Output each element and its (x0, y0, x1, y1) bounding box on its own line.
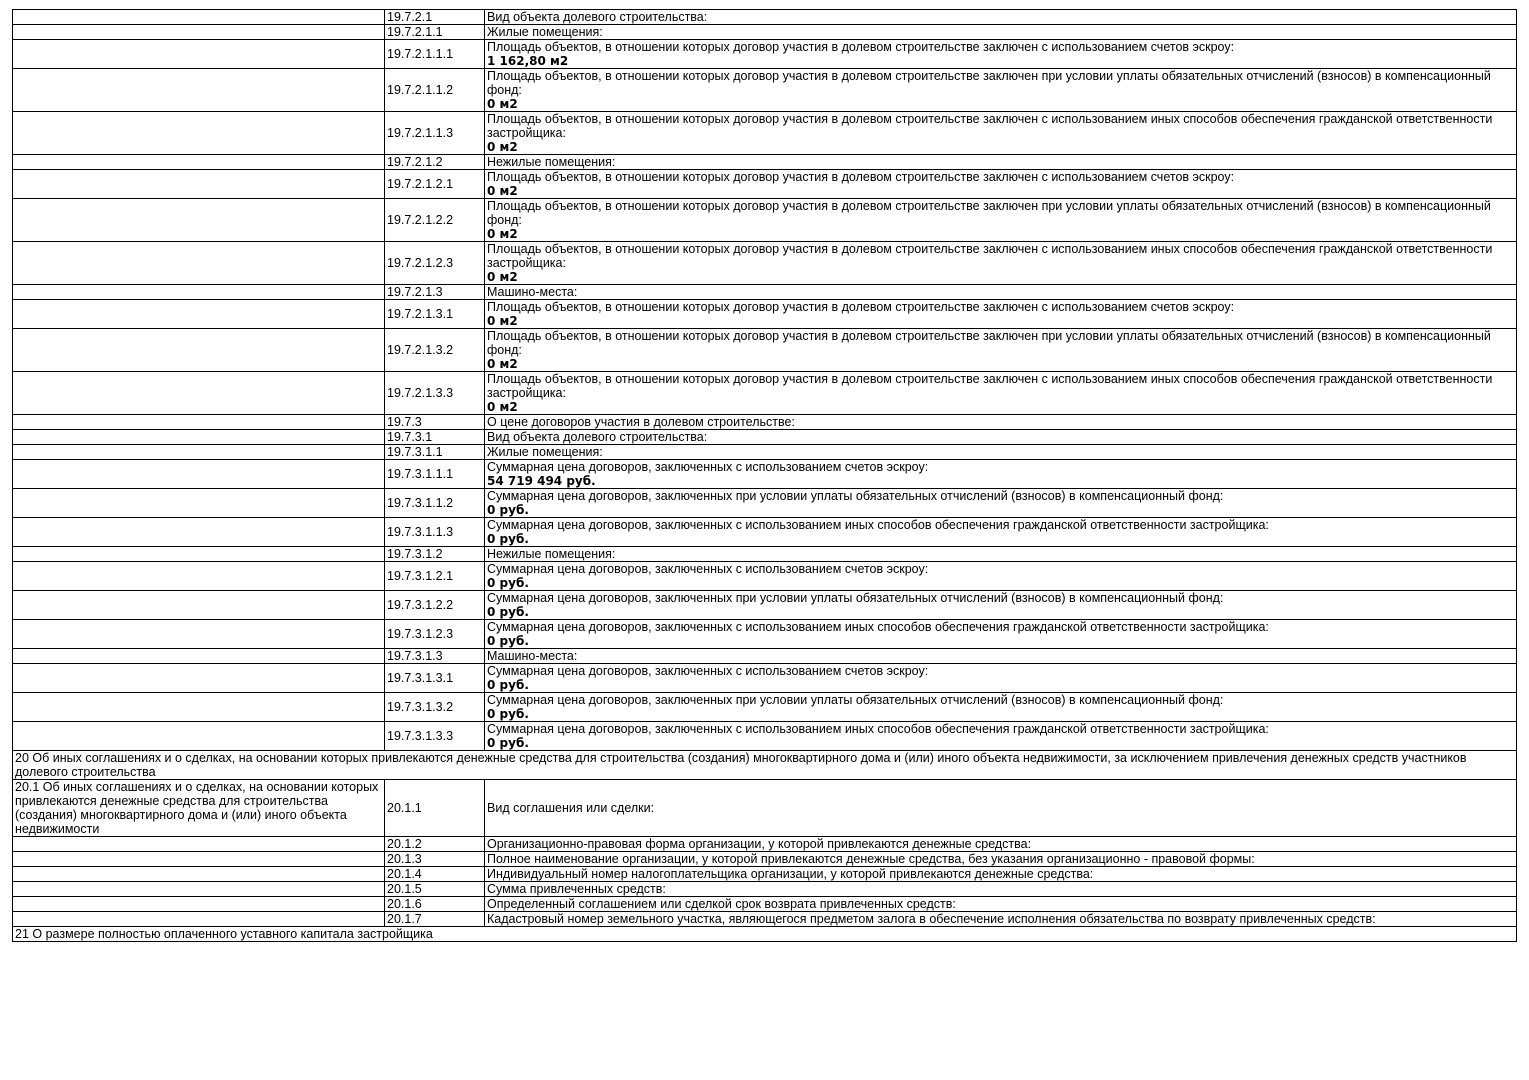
row-value: 1 162,80 м2 (487, 54, 569, 68)
row-content (485, 155, 1517, 170)
row-content (485, 460, 1517, 489)
row-code: 19.7.3.1.3.3 (385, 722, 485, 751)
table-row (13, 445, 1517, 460)
row-code: 20.1.6 (385, 897, 485, 912)
row-label: О цене договоров участия в долевом строительстве: (487, 415, 795, 429)
row-code: 20.1.1 (385, 780, 485, 837)
row-label: Суммарная цена договоров, заключенных при условии уплаты обязательных отчислений (взносов) в компенсационный фонд: (487, 591, 1224, 605)
section-20-title: 20 Об иных соглашениях и о сделках, на основании которых привлекаются денежные средства для строительства (создания) многоквартирного дома и (или) иного объекта недвижимости, за исключением привлечения денежных средств участников долевого строительства (13, 751, 1517, 780)
row-code: 19.7.2.1.1.1 (385, 40, 485, 69)
row-value: 0 руб. (487, 605, 529, 619)
blank-cell (13, 722, 385, 751)
blank-cell (13, 547, 385, 562)
table-row (13, 664, 1517, 693)
table-row (13, 329, 1517, 372)
row-content (485, 649, 1517, 664)
row-code: 19.7.2.1.3.1 (385, 300, 485, 329)
row-content (485, 69, 1517, 112)
table-row (13, 867, 1517, 882)
row-content (485, 664, 1517, 693)
table-row (13, 242, 1517, 285)
row-code: 20.1.5 (385, 882, 485, 897)
row-label: Суммарная цена договоров, заключенных с использованием иных способов обеспечения гражданской ответственности застройщика: (487, 722, 1269, 736)
row-code: 19.7.3.1.2.3 (385, 620, 485, 649)
row-label: Определенный соглашением или сделкой срок возврата привлеченных средств: (485, 897, 1517, 912)
row-content (485, 445, 1517, 460)
table-row (13, 912, 1517, 927)
blank-cell (13, 285, 385, 300)
row-value: 0 м2 (487, 400, 518, 414)
row-value: 0 м2 (487, 97, 518, 111)
table-row (13, 10, 1517, 25)
section-21-header-row (13, 927, 1517, 942)
table-row (13, 69, 1517, 112)
table-row (13, 415, 1517, 430)
row-label: Сумма привлеченных средств: (485, 882, 1517, 897)
row-content (485, 591, 1517, 620)
row-label: Машино-места: (487, 285, 578, 299)
blank-cell (13, 40, 385, 69)
blank-cell (13, 25, 385, 40)
disclosure-table-body (13, 10, 1517, 942)
row-code: 19.7.3.1 (385, 430, 485, 445)
row-content (485, 242, 1517, 285)
row-value: 0 руб. (487, 532, 529, 546)
row-value: 0 руб. (487, 503, 529, 517)
blank-cell (13, 199, 385, 242)
row-code: 19.7.2.1.2.3 (385, 242, 485, 285)
row-code: 19.7.3.1.2.2 (385, 591, 485, 620)
row-content (485, 285, 1517, 300)
blank-cell (13, 170, 385, 199)
blank-cell (13, 518, 385, 547)
blank-cell (13, 562, 385, 591)
row-label: Суммарная цена договоров, заключенных при условии уплаты обязательных отчислений (взносов) в компенсационный фонд: (487, 489, 1224, 503)
row-value: 0 руб. (487, 634, 529, 648)
row-label: Площадь объектов, в отношении которых договор участия в долевом строительстве заключен с использованием иных способов обеспечения гражданской ответственности застройщика: (487, 372, 1493, 400)
row-label: Вид объекта долевого строительства: (487, 10, 708, 24)
row-value: 0 руб. (487, 678, 529, 692)
table-row (13, 170, 1517, 199)
blank-cell (13, 430, 385, 445)
blank-cell (13, 693, 385, 722)
row-label: Жилые помещения: (487, 445, 603, 459)
row-value: 0 м2 (487, 357, 518, 371)
row-content (485, 10, 1517, 25)
table-row (13, 897, 1517, 912)
table-row (13, 547, 1517, 562)
row-code: 19.7.3.1.1.3 (385, 518, 485, 547)
blank-cell (13, 852, 385, 867)
table-row (13, 837, 1517, 852)
blank-cell (13, 415, 385, 430)
row-code: 20.1.3 (385, 852, 485, 867)
row-label: Нежилые помещения: (487, 547, 616, 561)
table-row (13, 285, 1517, 300)
row-content (485, 430, 1517, 445)
row-code: 19.7.3.1.2 (385, 547, 485, 562)
row-label: Площадь объектов, в отношении которых договор участия в долевом строительстве заключен с использованием счетов эскроу: (487, 40, 1235, 54)
row-content (485, 620, 1517, 649)
row-label: Площадь объектов, в отношении которых договор участия в долевом строительстве заключен с использованием иных способов обеспечения гражданской ответственности застройщика: (487, 242, 1493, 270)
row-value: 0 м2 (487, 314, 518, 328)
row-content (485, 489, 1517, 518)
row-label: Площадь объектов, в отношении которых договор участия в долевом строительстве заключен с использованием счетов эскроу: (487, 170, 1235, 184)
row-content (485, 722, 1517, 751)
row-label: Жилые помещения: (487, 25, 603, 39)
blank-cell (13, 460, 385, 489)
table-row (13, 780, 1517, 837)
row-code: 20.1.4 (385, 867, 485, 882)
blank-cell (13, 591, 385, 620)
row-code: 19.7.2.1.1.3 (385, 112, 485, 155)
table-row (13, 300, 1517, 329)
row-content (485, 329, 1517, 372)
row-label: Суммарная цена договоров, заключенных с использованием иных способов обеспечения гражданской ответственности застройщика: (487, 620, 1269, 634)
table-row (13, 155, 1517, 170)
row-code: 19.7.3.1.3.2 (385, 693, 485, 722)
section-20-header-row (13, 751, 1517, 780)
row-code: 19.7.3.1.1 (385, 445, 485, 460)
blank-cell (13, 897, 385, 912)
row-label: Площадь объектов, в отношении которых договор участия в долевом строительстве заключен с использованием счетов эскроу: (487, 300, 1235, 314)
row-code: 19.7.2.1 (385, 10, 485, 25)
row-content (485, 112, 1517, 155)
row-code: 19.7.3.1.3 (385, 649, 485, 664)
row-code: 19.7.3.1.2.1 (385, 562, 485, 591)
table-row (13, 518, 1517, 547)
row-code: 19.7.2.1.3.2 (385, 329, 485, 372)
row-content (485, 693, 1517, 722)
table-row (13, 620, 1517, 649)
row-content (485, 547, 1517, 562)
row-value: 0 м2 (487, 140, 518, 154)
row-value: 0 м2 (487, 227, 518, 241)
row-label: Суммарная цена договоров, заключенных с использованием счетов эскроу: (487, 562, 929, 576)
table-row (13, 489, 1517, 518)
row-code: 19.7.2.1.2.2 (385, 199, 485, 242)
row-code: 19.7.3.1.1.1 (385, 460, 485, 489)
row-label: Машино-места: (487, 649, 578, 663)
row-value: 0 руб. (487, 576, 529, 590)
row-content (485, 25, 1517, 40)
table-row (13, 199, 1517, 242)
row-label: Суммарная цена договоров, заключенных с использованием счетов эскроу: (487, 664, 929, 678)
blank-cell (13, 912, 385, 927)
table-row (13, 430, 1517, 445)
blank-cell (13, 882, 385, 897)
blank-cell (13, 112, 385, 155)
row-value: 0 руб. (487, 736, 529, 750)
row-content (485, 562, 1517, 591)
blank-cell (13, 242, 385, 285)
disclosure-table (12, 9, 1517, 942)
row-content (485, 518, 1517, 547)
row-content (485, 300, 1517, 329)
blank-cell (13, 867, 385, 882)
table-row (13, 591, 1517, 620)
row-code: 19.7.2.1.1.2 (385, 69, 485, 112)
row-label: Индивидуальный номер налогоплательщика организации, у которой привлекаются денежные средства: (485, 867, 1517, 882)
row-label: Полное наименование организации, у которой привлекаются денежные средства, без указания организационно - правовой формы: (485, 852, 1517, 867)
blank-cell (13, 664, 385, 693)
row-label: Нежилые помещения: (487, 155, 616, 169)
blank-cell (13, 10, 385, 25)
subsection-20-1-title: 20.1 Об иных соглашениях и о сделках, на основании которых привлекаются денежные средства для строительства (создания) многоквартирного дома и (или) иного объекта недвижимости (13, 780, 385, 837)
row-code: 19.7.2.1.1 (385, 25, 485, 40)
table-row (13, 372, 1517, 415)
table-row (13, 882, 1517, 897)
blank-cell (13, 69, 385, 112)
table-row (13, 25, 1517, 40)
row-label: Площадь объектов, в отношении которых договор участия в долевом строительстве заключен при условии уплаты обязательных отчислений (взносов) в компенсационный фонд: (487, 329, 1491, 357)
blank-cell (13, 445, 385, 460)
row-label: Вид объекта долевого строительства: (487, 430, 708, 444)
row-code: 19.7.2.1.3.3 (385, 372, 485, 415)
row-code: 19.7.2.1.2 (385, 155, 485, 170)
row-label: Площадь объектов, в отношении которых договор участия в долевом строительстве заключен при условии уплаты обязательных отчислений (взносов) в компенсационный фонд: (487, 69, 1491, 97)
row-value: 0 руб. (487, 707, 529, 721)
table-row (13, 112, 1517, 155)
row-label: Площадь объектов, в отношении которых договор участия в долевом строительстве заключен при условии уплаты обязательных отчислений (взносов) в компенсационный фонд: (487, 199, 1491, 227)
blank-cell (13, 837, 385, 852)
table-row (13, 460, 1517, 489)
row-content (485, 199, 1517, 242)
row-value: 54 719 494 руб. (487, 474, 596, 488)
row-code: 19.7.3.1.1.2 (385, 489, 485, 518)
blank-cell (13, 300, 385, 329)
table-row (13, 852, 1517, 867)
section-21-title: 21 О размере полностью оплаченного уставного капитала застройщика (13, 927, 1517, 942)
table-row (13, 722, 1517, 751)
row-code: 19.7.2.1.3 (385, 285, 485, 300)
row-content (485, 372, 1517, 415)
row-code: 19.7.3.1.3.1 (385, 664, 485, 693)
blank-cell (13, 620, 385, 649)
row-content (485, 170, 1517, 199)
row-value: 0 м2 (487, 184, 518, 198)
table-row (13, 693, 1517, 722)
blank-cell (13, 649, 385, 664)
row-label: Вид соглашения или сделки: (485, 780, 1517, 837)
table-row (13, 40, 1517, 69)
row-label: Суммарная цена договоров, заключенных с использованием счетов эскроу: (487, 460, 929, 474)
blank-cell (13, 372, 385, 415)
row-code: 19.7.2.1.2.1 (385, 170, 485, 199)
table-row (13, 562, 1517, 591)
row-value: 0 м2 (487, 270, 518, 284)
row-code: 19.7.3 (385, 415, 485, 430)
blank-cell (13, 489, 385, 518)
row-content (485, 415, 1517, 430)
row-code: 20.1.7 (385, 912, 485, 927)
row-content (485, 40, 1517, 69)
row-label: Суммарная цена договоров, заключенных при условии уплаты обязательных отчислений (взносов) в компенсационный фонд: (487, 693, 1224, 707)
blank-cell (13, 329, 385, 372)
blank-cell (13, 155, 385, 170)
row-label: Площадь объектов, в отношении которых договор участия в долевом строительстве заключен с использованием иных способов обеспечения гражданской ответственности застройщика: (487, 112, 1493, 140)
table-row (13, 649, 1517, 664)
row-label: Организационно-правовая форма организации, у которой привлекаются денежные средства: (485, 837, 1517, 852)
row-label: Суммарная цена договоров, заключенных с использованием иных способов обеспечения гражданской ответственности застройщика: (487, 518, 1269, 532)
row-label: Кадастровый номер земельного участка, являющегося предметом залога в обеспечение исполнения обязательства по возврату привлеченных средств: (485, 912, 1517, 927)
row-code: 20.1.2 (385, 837, 485, 852)
